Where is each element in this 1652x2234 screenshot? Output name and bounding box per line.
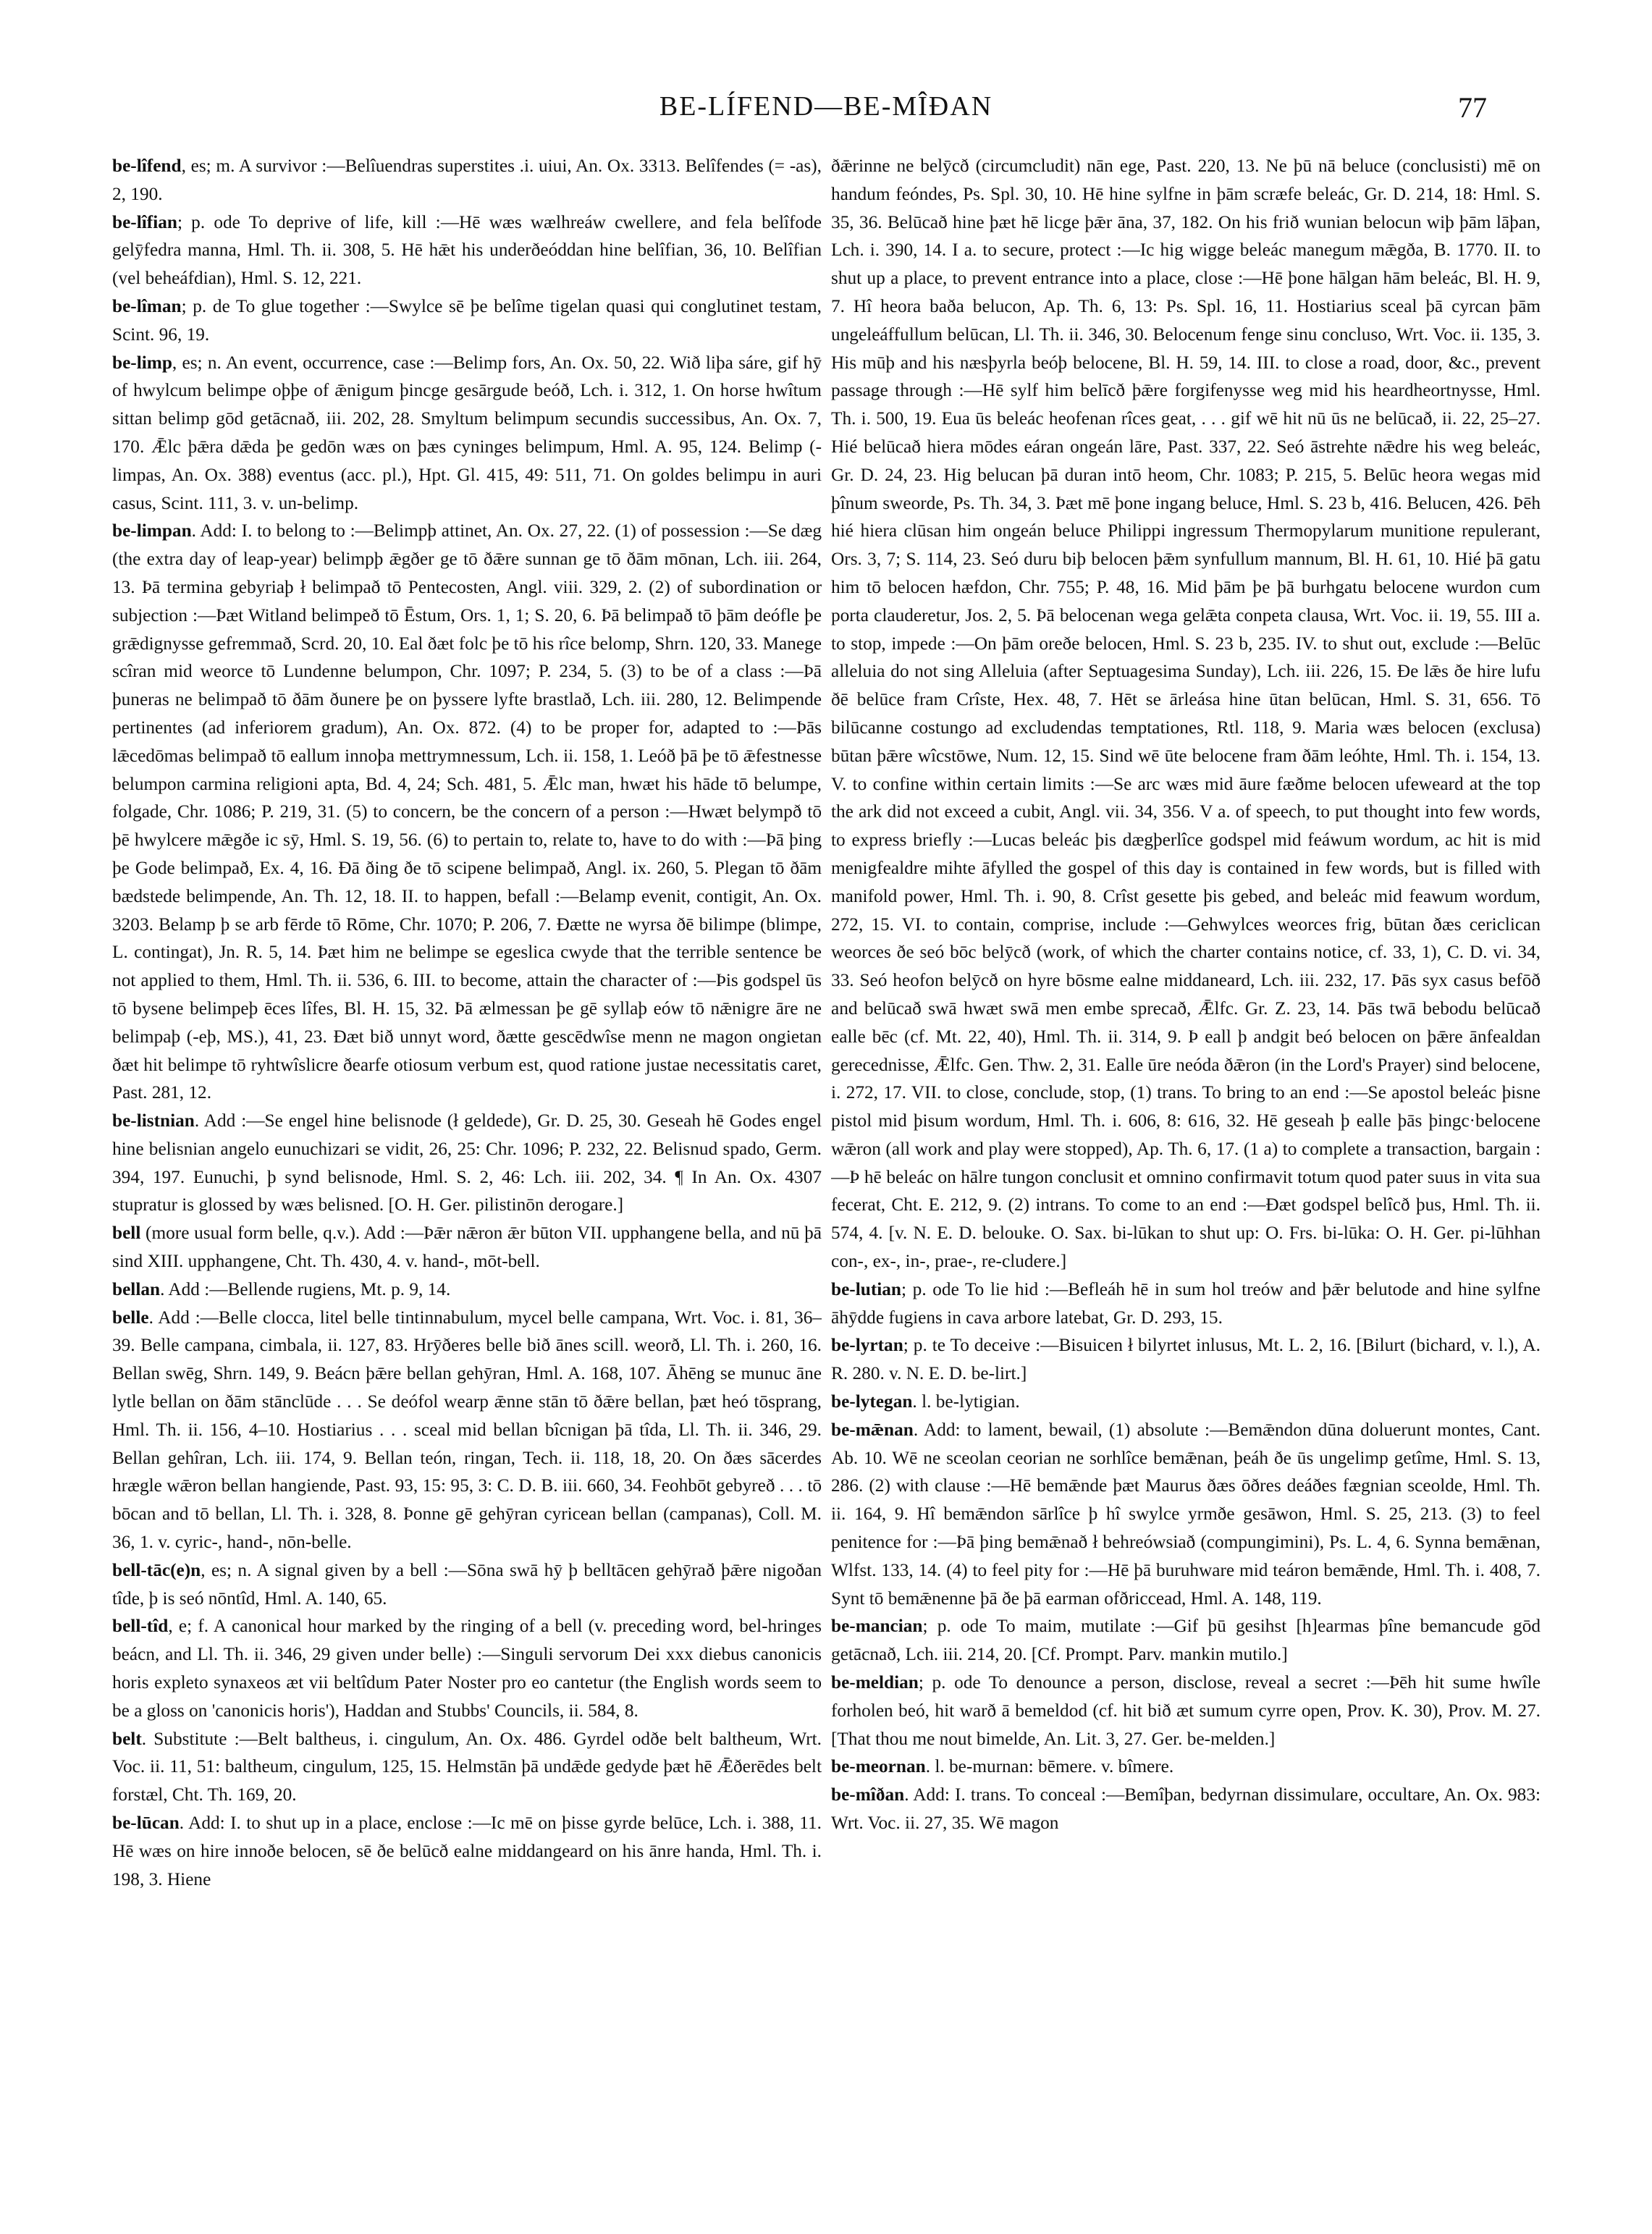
- dictionary-entry: [831, 1612, 1541, 1669]
- dictionary-entry: [112, 1612, 822, 1724]
- entry-headword: be-lūcan: [112, 1813, 180, 1834]
- dictionary-entry: [112, 292, 822, 349]
- entry-text: . l. be-murnan: bēmere. v. bîmere.: [925, 1756, 1174, 1777]
- entry-headword: bell-tîd: [112, 1616, 169, 1637]
- entry-text: , es; n. An event, occurrence, case :—Belimp fors, An. Ox. 50, 22. Wið liþa sáre, gif hȳ of hwylcum belimpe oþþe of ǣnigum þincge gesārgude beóð, Lch. i. 312, 1. On horse hwîtum sittan belimp gōd getācnað, iii. 202, 28. Smyltum belimpum secundis successibus, An. Ox. 7, 170. Ǣlc þǣra dǣda þe gedōn wæs on þæs cyninges belimpum, Hml. A. 95, 124. Belimp (-limpas, An. Ox. 388) eventus (acc. pl.), Hpt. Gl. 415, 49: 511, 71. On goldes belimpu in auri casus, Scint. 111, 3. v. un-belimp.: [112, 352, 822, 513]
- entry-text: . Add: I. to belong to :—Belimpþ attinet, An. Ox. 27, 22. (1) of possession :—Se dæg (the extra day of leap-year) belimpþ ǣgðer ge tō ðǣre sunnan ge tō ðām mōnan, Lch. iii. 264, 13. Þā termina gebyriaþ ł belimpað tō Pentecosten, Angl. viii. 329, 2. (2) of subordination or subjection :—Þæt Witland belimpeð tō Ēstum, Ors. 1, 1; S. 20, 6. Þā belimpað tō þām deófle þe grǣdignysse gefremmað, Scrd. 20, 10. Eal ðæt folc þe tō his rîce belomp, Shrn. 120, 33. Manege scîran mid weorce tō Lundenne belumpon, Chr. 1097; P. 234, 5. (3) to be of a class :—Þā þuneras ne belimpað tō ðām ðunere þe on þyssere lyfte brastlað, Lch. iii. 280, 12. Belimpende pertinentes (ad inferiorem gradum), An. Ox. 872. (4) to be proper for, adapted to :—Þās lǣcedōmas belimpað tō eallum innoþa mettrymnessum, Lch. ii. 158, 1. Leóð þā þe tō ǣfestnesse belumpon carmina religioni apta, Bd. 4, 24; Sch. 481, 5. Ǣlc man, hwæt his hāde tō belumpe, folgade, Chr. 1086; P. 219, 31. (5) to concern, be the concern of a person :—Hwæt belympð tō þē hwylcere mǣgðe ic sȳ, Hml. S. 19, 56. (6) to pertain to, relate to, have to do with :—Þā þing þe Gode belimpað, Ex. 4, 16. Ðā ðing ðe tō scipene belimpað, Angl. ix. 260, 5. Plegan tō ðām bædstede belimpende, An. Th. 12, 18. II. to happen, befall :—Belamp evenit, contigit, An. Ox. 3203. Belamp þ se arb fērde tō Rōme, Chr. 1070; P. 206, 7. Ðætte ne wyrsa ðē bilimpe (blimpe, L. contingat), Jn. R. 5, 14. Þæt him ne belimpe se egeslica cwyde that the terrible sentence be not applied to them, Hml. Th. ii. 536, 6. III. to become, attain the character of :—Þis godspel ūs tō bysene belimpeþ ēces lîfes, Bl. H. 15, 32. Þā ælmessan þe gē syllaþ eów tō nǣnigre āre ne belimpaþ (-eþ, MS.), 41, 23. Ðæt bið unnyt word, ðætte gescēdwîse menn ne magon ongietan ðæt hit belimpe tō ryhtwîslicre ðearfe otiosum verbum est, quod ratione justae necessitatis caret, Past. 281, 12.: [112, 520, 822, 1103]
- entry-text: ; p. ode To deprive of life, kill :—Hē wæs wælhreáw cwellere, and fela belîfode gelȳfedra manna, Hml. Th. ii. 308, 5. Hē hǣt his underðeóddan hine belîfian, 36, 10. Belîfian (vel beheáfdian), Hml. S. 12, 221.: [112, 211, 822, 289]
- entry-headword: be-lîfend: [112, 156, 182, 176]
- entry-text: (more usual form belle, q.v.). Add :—Þǣr nǣron ǣr būton VII. upphangene bella, and nū þā sind XIII. upphangene, Cht. Th. 430, 4. v. hand-, mōt-bell.: [112, 1223, 822, 1272]
- entry-text: , es; m. A survivor :—Belîuendras superstites .i. uiui, An. Ox. 3313. Belîfendes (= -as), 2, 190.: [112, 156, 822, 204]
- entry-text: . Substitute :—Belt baltheus, i. cingulum, An. Ox. 486. Gyrdel odðe belt baltheum, Wrt. Voc. ii. 11, 51: baltheum, cingulum, 125, 15. Helmstān þā undǣde gedyde þæt hē Ǣðerēdes belt forstæl, Cht. Th. 169, 20.: [112, 1728, 822, 1805]
- entry-headword: be-meornan: [831, 1756, 926, 1777]
- dictionary-entry: [112, 1725, 822, 1809]
- dictionary-entry: [112, 1107, 822, 1219]
- entry-text: ; p. ode To maim, mutilate :—Gif þū gesihst [h]earmas þîne bemancude gōd getācnað, Lch. iii. 214, 20. [Cf. Prompt. Parv. mankin mutilo.]: [831, 1616, 1541, 1665]
- dictionary-entry: [831, 152, 1541, 1276]
- entry-headword: be-limp: [112, 352, 172, 373]
- entry-headword: be-lîfian: [112, 211, 177, 232]
- entry-headword: bellan: [112, 1278, 161, 1299]
- entry-headword: bell-tāc(e)n: [112, 1559, 201, 1580]
- entry-text: ; p. de To glue together :—Swylce sē þe belîme tigelan quasi qui conglutinet testam, Scint. 96, 19.: [112, 295, 822, 345]
- entry-text: . Add: I. to shut up in a place, enclose :—Ic mē on þisse gyrde belūce, Lch. i. 388, 11. Hē wæs on hire innoðe belocen, sē ðe belūcð ealne middangeard on his ānre handa, Hml. Th. i. 198, 3. Hiene: [112, 1813, 822, 1889]
- entry-text: . Add :—Bellende rugiens, Mt. p. 9, 14.: [160, 1278, 451, 1299]
- entry-headword: be-mǣnan: [831, 1419, 914, 1440]
- entry-text: . Add :—Belle clocca, litel belle tintinnabulum, mycel belle campana, Wrt. Voc. i. 81, 36–39. Belle campana, cimbala, ii. 127, 83. Hrȳðeres belle bið ānes scill. weorð, Ll. Th. i. 260, 16. Bellan swēg, Shrn. 149, 9. Beácn þǣre bellan gehȳran, Hml. A. 168, 107. Āhēng se munuc āne lytle bellan on ðām stānclūde . . . Se deófol wearp ǣnne stān tō ðǣre bellan, þæt heó tōsprang, Hml. Th. ii. 156, 4–10. Hostiarius . . . sceal mid bellan bîcnigan þā tîda, Ll. Th. ii. 346, 29. Bellan gehîran, Lch. iii. 174, 9. Bellan teón, ringan, Tech. ii. 118, 18, 20. On ðæs sācerdes hrægle wǣron bellan hangiende, Past. 93, 15: 95, 3: C. D. B. iii. 660, 34. Feohbōt gebyreð . . . tō bōcan and tō bellan, Ll. Th. i. 328, 8. Þonne gē gehȳran cyricean bellan (campanas), Coll. M. 36, 1. v. cyric-, hand-, nōn-belle.: [112, 1307, 822, 1553]
- dictionary-entry: [112, 349, 822, 518]
- entry-text: , e; f. A canonical hour marked by the ringing of a bell (v. preceding word, bel-hringes beácn, and Ll. Th. ii. 346, 29 given under belle) :—Singuli servorum Dei xxx diebus canonicis horis expleto synaxeos æt vii beltîdum Pater Noster pro eo cantetur (the English words seem to be a gloss on 'canonicis horis'), Haddan and Stubbs' Councils, ii. 584, 8.: [112, 1616, 822, 1721]
- entry-text: ; p. ode To lie hid :—Befleáh hē in sum hol treów and þǣr belutode and hine sylfne āhȳdde fugiens in cava arbore latebat, Gr. D. 293, 15.: [831, 1278, 1541, 1328]
- dictionary-entry: [112, 1304, 822, 1556]
- dictionary-entry: [112, 208, 822, 292]
- page-number: 77: [1458, 91, 1487, 124]
- entry-headword: be-mîðan: [831, 1784, 905, 1805]
- entry-headword: be-lutian: [831, 1278, 901, 1299]
- dictionary-entry: [112, 1219, 822, 1276]
- entry-text: ; p. te To deceive :—Bisuicen ł bilyrtet inlusus, Mt. L. 2, 16. [Bilurt (bichard, v. l.), A. R. 280. v. N. E. D. be-lirt.]: [831, 1335, 1541, 1384]
- entry-headword: be-meldian: [831, 1672, 919, 1693]
- entry-headword: be-listnian: [112, 1110, 195, 1131]
- dictionary-entry: [831, 1781, 1541, 1837]
- dictionary-entry: [831, 1388, 1541, 1416]
- dictionary-entry: [831, 1276, 1541, 1332]
- entry-headword: be-lytegan: [831, 1391, 913, 1412]
- entry-text: ðǣrinne ne belȳcð (circumcludit) nān ege, Past. 220, 13. Ne þū nā beluce (conclusisti) mē on handum feóndes, Ps. Spl. 30, 10. Hē hine sylfne in þām scræfe beleác, Gr. D. 214, 18: Hml. S. 35, 36. Belūcað hine þæt hē licge þǣr āna, 37, 182. On his frið wunian belocun wiþ þām lāþan, Lch. i. 390, 14. I a. to secure, protect :—Ic hig wigge beleác manegum mǣgða, B. 1770. II. to shut up a place, to prevent entrance into a place, close :—Hē þone hālgan hām beleác, Bl. H. 9, 7. Hî heora baða belucon, Ap. Th. 6, 13: Ps. Spl. 16, 11. Hostiarius sceal þā cyrcan þām ungeleáffullum belūcan, Ll. Th. ii. 346, 30. Belocenum fenge sinu concluso, Wrt. Voc. ii. 135, 3. His mūþ and his næsþyrla beóþ belocene, Bl. H. 59, 14. III. to close a road, door, &c., prevent passage through :—Hē sylf him belīcð þǣre forgifenysse weg mid his heardheortnysse, Hml. Th. i. 500, 19. Eua ūs beleác heofenan rîces geat, . . . gif wē hit nū ūs ne belūcað, ii. 22, 25–27. Hié belūcað hiera mōdes eáran ongeán lāre, Past. 337, 22. Seó āstrehte nǣdre his weg beleác, Gr. D. 24, 23. Hig belucan þā duran intō heom, Chr. 1083; P. 215, 5. Belūc heora wegas mid þînum sweorde, Ps. Th. 34, 3. Þæt mē þone ingang beluce, Hml. S. 23 b, 416. Belucen, 426. Þēh hié hiera clūsan him ongeán beluce Philippi ingressum Thermopylarum munitione repulerant, Ors. 3, 7; S. 114, 23. Seó duru biþ belocen þǣm synfullum mannum, Bl. H. 61, 10. Hié þā gatu him tō belocen hæfdon, Chr. 755; P. 48, 16. Mid þām þe þā burhgatu belocene wurdon cum porta clauderetur, Jos. 2, 5. Þā belocenan wega gelǣta conpeta clausa, Wrt. Voc. ii. 19, 55. III a. to stop, impede :—On þām oreðe belocen, Hml. S. 23 b, 235. IV. to shut out, exclude :—Belūc alleluia do not sing Alleluia (after Septuagesima Sunday), Lch. iii. 226, 15. Ðe lǣs ðe hire lufu ðē belūce fram Crîste, Hex. 48, 7. Hēt se ārleása hine ūtan belūcan, Hml. S. 31, 656. Tō bilūcanne costungo ad excludendas temptationes, Rtl. 118, 9. Maria wæs belocen (exclusa) būtan þǣre wîcstōwe, Num. 12, 15. Sind wē ūte belocene fram ðām leóhte, Hml. Th. i. 154, 13. V. to confine within certain limits :—Se arc wæs mid āure fæðme belocen ufeweard at the top the ark did not exceed a cubit, Angl. vii. 34, 356. V a. of speech, to put thought into few words, to express briefly :—Lucas beleác þis dægþerlîce godspel mid feáwum wordum, ac hit is mid menigfealdre mihte āfylled the gospel of this day is contained in few words, but is filled with manifold power, Hml. Th. i. 90, 8. Crîst gesette þis gebed, and beleác mid feawum wordum, 272, 15. VI. to contain, comprise, include :—Gehwylces weorces frig, būtan ðæs cericlican weorces ðe seó bōc belȳcð (work, of which the charter contains notice, cf. 33, 1), C. D. vi. 34, 33. Seó heofon belȳcð on hyre bōsme ealne middaneard, Lch. iii. 232, 17. Þās syx casus befōð and belūcað swā hwæt swā men embe sprecað, Ǣlfc. Gr. Z. 23, 14. Þās twā bebodu belūcað ealle bēc (cf. Mt. 22, 40), Hml. Th. ii. 314, 9. Þ eall þ andgit beó belocen on þǣre ānfealdan gerecednisse, Ǣlfc. Gen. Thw. 2, 31. Ealle ūre neóda ðǣron (in the Lord's Prayer) sind belocene, i. 272, 17. VII. to close, conclude, stop, (1) trans. To bring to an end :—Se apostol beleác þisne pistol mid þisum wordum, Hml. Th. i. 606, 8: 616, 32. Hē geseah þ ealle þās þingc·belocene wǣron (all work and play were stopped), Ap. Th. 6, 17. (1 a) to complete a transaction, bargain :—Þ hē beleác on hālre tungon conclusit et omnino confirmavit totum quod pater suus in vita sua fecerat, Cht. E. 212, 9. (2) intrans. To come to an end :—Ðæt godspel belîcð þus, Hml. Th. ii. 574, 4. [v. N. E. D. belouke. O. Sax. bi-lūkan to shut up: O. Frs. bi-lūka: O. H. Ger. pi-lūhhan con-, ex-, in-, prae-, re-cludere.]: [831, 156, 1541, 1272]
- entry-headword: be-lyrtan: [831, 1335, 903, 1356]
- dictionary-entry: [112, 1556, 822, 1613]
- left-column: [112, 152, 822, 2208]
- entry-headword: be-limpan: [112, 520, 192, 541]
- dictionary-entry: [831, 1753, 1541, 1781]
- entry-text: . Add: I. trans. To conceal :—Bemîþan, bedyrnan dissimulare, occultare, An. Ox. 983: Wrt. Voc. ii. 27, 35. Wē magon: [831, 1784, 1541, 1834]
- entry-text: . l. be-lytigian.: [912, 1391, 1020, 1412]
- entry-text: . Add: to lament, bewail, (1) absolute :—Bemǣndon dūna doluerunt montes, Cant. Ab. 10. Wē ne sceolan ceorian ne sorhlîce bemǣnan, þeáh ðe ūs ungelimp getîme, Hml. S. 13, 286. (2) with clause :—Hē bemǣnde þæt Maurus ðæs ōðres deáðes fægnian sceolde, Hml. Th. ii. 164, 9. Hî bemǣndon sārlîce þ hî swylce yrmðe gesāwon, Hml. S. 25, 213. (3) to feel penitence for :—Þā þing bemǣnað ł behreówsiað (compungimini), Ps. L. 4, 6. Synna bemǣnan, Wlfst. 133, 14. (4) to feel pity for :—Hē þā buruhware mid teáron bemǣnde, Hml. Th. i. 408, 7. Synt tō bemǣnenne þā ðe þā earman ofðriccead, Hml. A. 148, 119.: [831, 1419, 1541, 1609]
- running-head: [0, 90, 1652, 134]
- page-title: BE-LÍFEND—BE-MÎÐAN: [659, 91, 993, 122]
- dictionary-entry: [831, 1669, 1541, 1753]
- dictionary-entry: [112, 152, 822, 208]
- dictionary-entry: [831, 1416, 1541, 1613]
- entry-headword: belle: [112, 1307, 149, 1328]
- entry-headword: belt: [112, 1728, 142, 1749]
- dictionary-entry: [112, 1809, 822, 1893]
- entry-headword: bell: [112, 1223, 141, 1244]
- right-column: [831, 152, 1541, 2208]
- entry-text: , es; n. A signal given by a bell :—Sōna swā hȳ þ belltācen gehȳrað þǣre nigoðan tîde, þ is seó nōntîd, Hml. A. 140, 65.: [112, 1559, 822, 1609]
- entry-headword: be-mancian: [831, 1616, 923, 1637]
- entry-headword: be-lîman: [112, 295, 182, 316]
- entry-text: ; p. ode To denounce a person, disclose, reveal a secret :—Þēh hit sume hwîle forholen beó, hit warð ā bemeldod (cf. hit bið æt sumum cyrre open, Prov. K. 30), Prov. M. 27. [That thou me nout bimelde, An. Lit. 3, 27. Ger. be-melden.]: [831, 1672, 1541, 1749]
- dictionary-entry: [112, 1276, 822, 1304]
- dictionary-entry: [831, 1331, 1541, 1388]
- dictionary-entry: [112, 517, 822, 1107]
- entry-text: . Add :—Se engel hine belisnode (ł geldede), Gr. D. 25, 30. Geseah hē Godes engel hine belisnian angelo eunuchizari se vidit, 26, 25: Chr. 1096; P. 232, 22. Belisnud spado, Germ. 394, 197. Eunuchi, þ synd belisnode, Hml. S. 2, 46: Lch. iii. 202, 34. ¶ In An. Ox. 4307 stupratur is glossed by wæs belisned. [O. H. Ger. pilistinōn derogare.]: [112, 1110, 822, 1215]
